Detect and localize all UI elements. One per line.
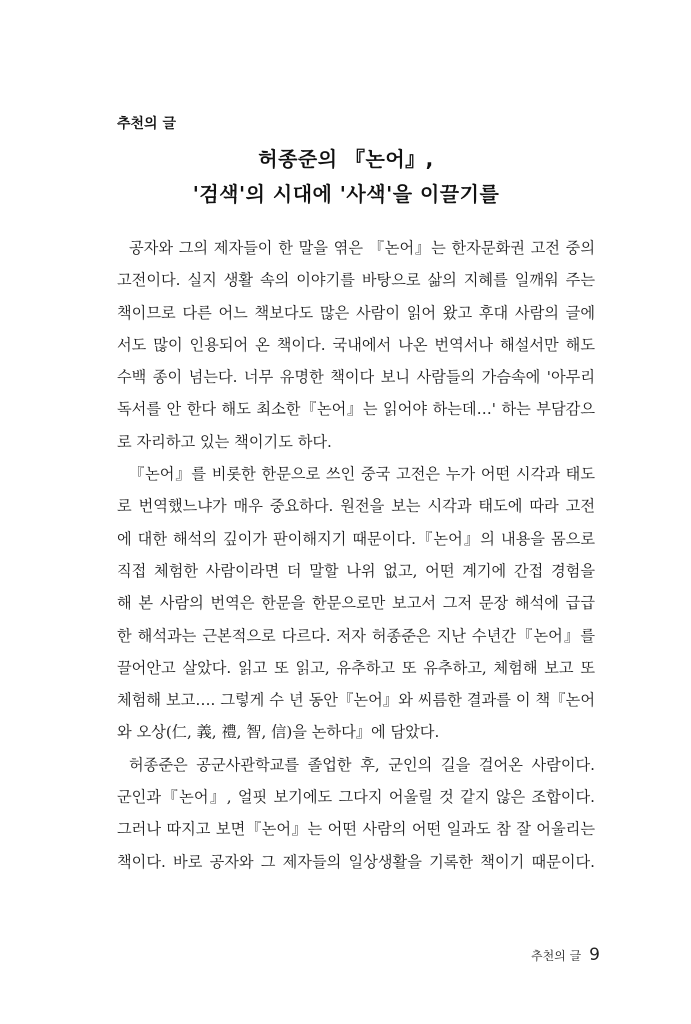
body-line: 에 대한 해석의 깊이가 판이해지기 때문이다.『논어』의 내용을 몸으로 — [117, 529, 595, 548]
body-text — [117, 232, 595, 878]
page-footer — [531, 945, 600, 965]
body-line: 독서를 안 한다 해도 최소한『논어』는 읽어야 하는데…' 하는 부담감으 — [117, 400, 595, 419]
body-line: 와 오상(仁, 義, 禮, 智, 信)을 논하다』에 담았다. — [117, 723, 440, 742]
section-label: 추천의 글 — [117, 116, 176, 132]
body-line: 한 해석과는 근본적으로 다르다. 저자 허종준은 지난 수년간『논어』를 — [117, 626, 595, 645]
body-line: 책이므로 다른 어느 책보다도 많은 사람이 읽어 왔고 후대 사람의 글에 — [117, 303, 595, 322]
body-line: 고전이다. 실지 생활 속의 이야기를 바탕으로 삶의 지혜를 일깨워 주는 — [117, 271, 595, 290]
body-line: 허종준은 공군사관학교를 졸업한 후, 군인의 길을 걸어온 사람이다. — [129, 755, 595, 774]
body-line: 서도 많이 인용되어 온 책이다. 국내에서 나온 번역서나 해설서만 해도 — [117, 335, 595, 354]
body-line: 해 본 사람의 번역은 한문을 한문으로만 보고서 그저 문장 해석에 급급 — [117, 594, 595, 613]
body-line: 끌어안고 살았다. 읽고 또 읽고, 유추하고 또 유추하고, 체험해 보고 또 — [117, 658, 595, 677]
body-line: 체험해 보고…. 그렇게 수 년 동안『논어』와 씨름한 결과를 이 책『논어 — [117, 691, 595, 710]
body-line: 직접 체험한 사람이라면 더 말할 나위 없고, 어떤 계기에 간접 경험을 — [117, 561, 595, 580]
body-line: 수백 종이 넘는다. 너무 유명한 책이다 보니 사람들의 가슴속에 '아무리 — [117, 368, 595, 387]
body-line: 로 번역했느냐가 매우 중요하다. 원전을 보는 시각과 태도에 따라 고전 — [117, 497, 595, 516]
body-line: 공자와 그의 제자들이 한 말을 엮은 『논어』는 한자문화권 고전 중의 — [129, 239, 595, 257]
body-line: 『논어』를 비롯한 한문으로 쓰인 중국 고전은 누가 어떤 시각과 태도 — [129, 465, 595, 484]
body-line: 그러나 따지고 보면『논어』는 어떤 사람의 어떤 일과도 참 잘 어울리는 — [117, 820, 595, 839]
body-line: 로 자리하고 있는 책이기도 하다. — [117, 432, 332, 451]
title-line-2: '검색'의 시대에 '사색'을 이끌기를 — [192, 182, 500, 206]
title-line-1: 허종준의 『논어』, — [258, 147, 434, 171]
body-line: 책이다. 바로 공자와 그 제자들의 일상생활을 기록한 책이기 때문이다. — [117, 852, 595, 871]
page-number: 9 — [589, 945, 600, 965]
body-line: 군인과『논어』, 얼핏 보기에도 그다지 어울릴 것 같지 않은 조합이다. — [117, 788, 595, 807]
footer-label: 추천의 글 — [530, 949, 582, 963]
